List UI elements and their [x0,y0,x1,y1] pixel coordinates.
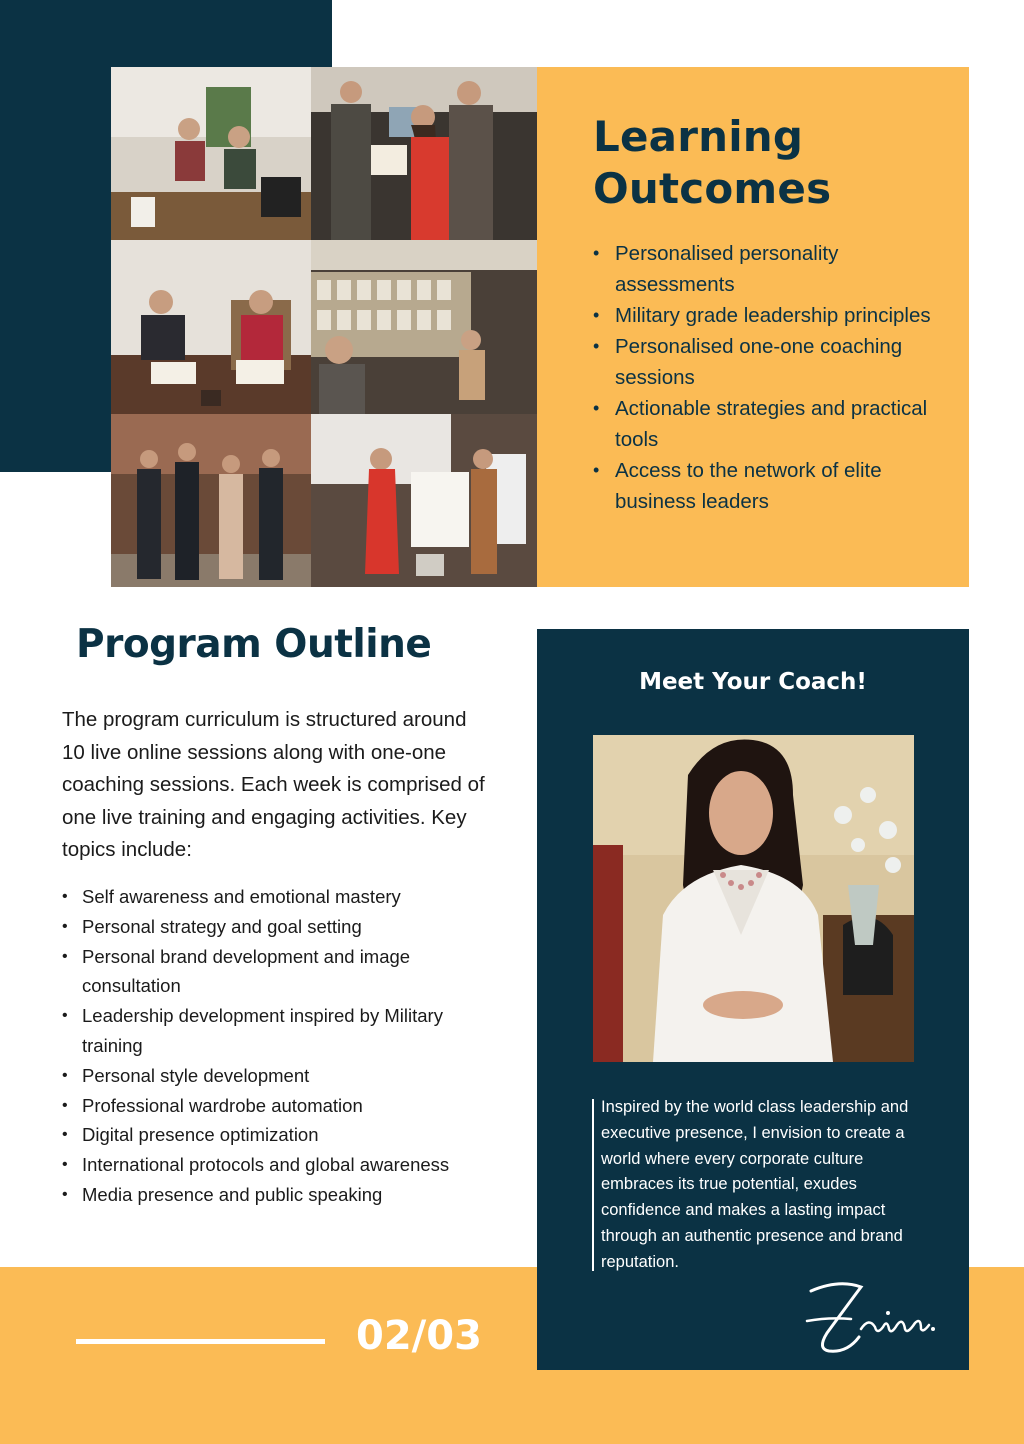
quote-bar [592,1099,594,1271]
footer-divider-line [76,1339,325,1344]
learning-outcomes-list [593,238,943,517]
list-item: • Actionable strategies and practical tools [593,393,943,455]
title-line-1: Learning [593,112,804,161]
learning-outcomes-panel [537,67,969,587]
photo-group-standing [111,414,311,587]
coach-signature [799,1273,939,1363]
photo-signing-documents [111,240,311,414]
list-item: • Access to the network of elite business leaders [593,455,943,517]
list-item: • Digital presence optimization [62,1120,482,1150]
list-item: • Personal brand development and image consultation [62,942,482,1002]
title-line-2: Outcomes [593,164,832,213]
program-outline-title: Program Outline [76,622,432,667]
coach-portrait [593,735,914,1062]
event-photo-collage [111,67,537,587]
list-item: • Personal strategy and goal setting [62,912,482,942]
list-item: • International protocols and global awareness [62,1150,482,1180]
photo-flipchart-session [311,414,537,587]
list-item: • Self awareness and emotional mastery [62,882,482,912]
program-outline-intro: The program curriculum is structured around 10 live online sessions along with one-one coaching sessions. Each week is comprised of one live training and engaging activities. Key topics include: [62,708,485,861]
key-topics-list [62,882,482,1210]
coach-title: Meet Your Coach! [639,669,867,695]
coach-quote: Inspired by the world class leadership and executive presence, I envision to create a world where every corporate culture embraces its true potential, exudes confidence and makes a lasting impact through an authentic presence and brand reputation. [601,1098,909,1271]
list-item: • Personal style development [62,1061,482,1091]
photo-meeting-table [111,67,311,240]
list-item: • Media presence and public speaking [62,1180,482,1210]
photo-certificate-presentation [311,67,537,240]
learning-outcomes-title [593,111,831,215]
meet-your-coach-card [537,629,969,1370]
list-item: • Leadership development inspired by Military training [62,1001,482,1061]
page-number: 02/03 [356,1313,482,1359]
list-item: • Professional wardrobe automation [62,1091,482,1121]
list-item: • Personalised personality assessments [593,238,943,300]
list-item: • Military grade leadership principles [593,300,943,331]
photo-workshop-room [311,240,537,414]
list-item: • Personalised one-one coaching sessions [593,331,943,393]
